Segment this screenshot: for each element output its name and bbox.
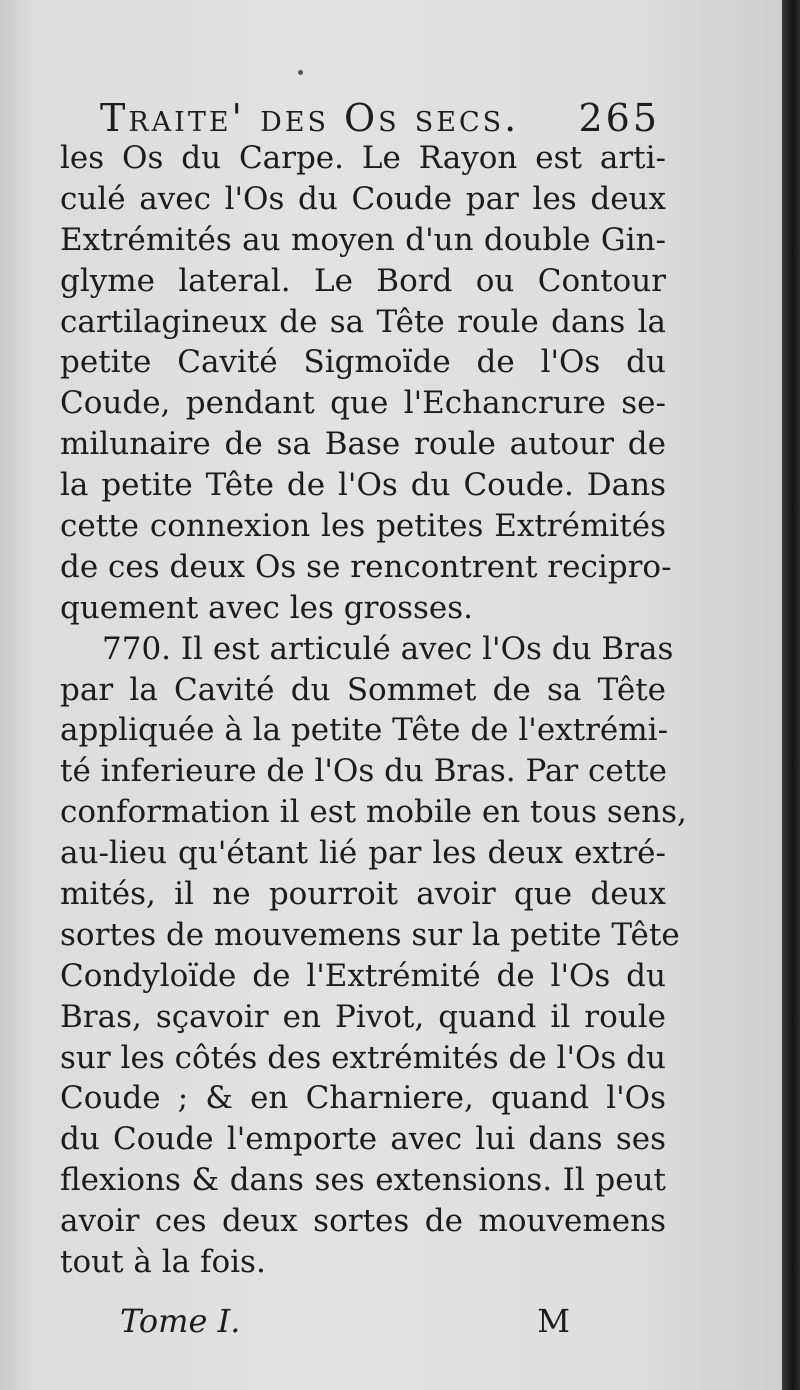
text-line: appliquée à la petite Tête de l'extrémi-: [60, 712, 669, 749]
page-footer: [120, 1302, 570, 1346]
text-line: cartilagineux de sa Tête roule dans la: [60, 303, 666, 340]
text-line: Condyloïde de l'Extrémité de l'Os du: [60, 957, 666, 994]
page-edge-shadow: [782, 0, 800, 1390]
ink-speck: [298, 70, 303, 75]
text-line: par la Cavité du Sommet de sa Tête: [60, 671, 666, 708]
text-line: flexions & dans ses extensions. Il peut: [60, 1162, 666, 1199]
page-number: 265: [578, 96, 660, 140]
text-line: culé avec l'Os du Coude par les deux: [60, 180, 666, 217]
text-line: tout à la fois.: [60, 1244, 266, 1281]
text-line: sortes de mouvemens sur la petite Tête: [60, 916, 680, 953]
text-line: mités, il ne pourroit avoir que deux: [60, 876, 666, 913]
text-line: la petite Tête de l'Os du Coude. Dans: [60, 467, 666, 504]
text-line: Extrémités au moyen d'un double Gin-: [60, 221, 666, 258]
text-line: les Os du Carpe. Le Rayon est arti-: [60, 140, 666, 176]
text-line: sur les côtés des extrémités de l'Os du: [60, 1039, 666, 1076]
text-line: du Coude l'emporte avec lui dans ses: [60, 1121, 666, 1158]
text-line: Coude ; & en Charniere, quand l'Os: [60, 1080, 666, 1117]
text-line: au-lieu qu'étant lié par les deux extré-: [60, 835, 666, 872]
text-line: Coude, pendant que l'Echancrure se-: [60, 385, 666, 422]
text-line: glyme lateral. Le Bord ou Contour: [60, 262, 666, 299]
text-line: milunaire de sa Base roule autour de: [60, 426, 666, 463]
signature-mark: M: [537, 1302, 570, 1340]
text-line: de ces deux Os se rencontrent recipro-: [60, 548, 672, 585]
paragraph-770-first-line: 770. Il est articulé avec l'Os du Bras: [102, 630, 674, 667]
text-line: quement avec les grosses.: [60, 589, 474, 626]
volume-label: Tome I.: [120, 1302, 241, 1340]
text-line: conformation il est mobile en tous sens,: [60, 794, 687, 831]
body-text: [60, 138, 687, 1283]
running-title: Traite' des Os secs.: [100, 96, 520, 140]
text-line: Bras, sçavoir en Pivot, quand il roule: [60, 998, 666, 1035]
text-line: petite Cavité Sigmoïde de l'Os du: [60, 344, 666, 381]
text-line: cette connexion les petites Extrémités: [60, 508, 666, 545]
text-line: té inferieure de l'Os du Bras. Par cette: [60, 753, 668, 790]
text-line: avoir ces deux sortes de mouvemens: [60, 1203, 666, 1240]
